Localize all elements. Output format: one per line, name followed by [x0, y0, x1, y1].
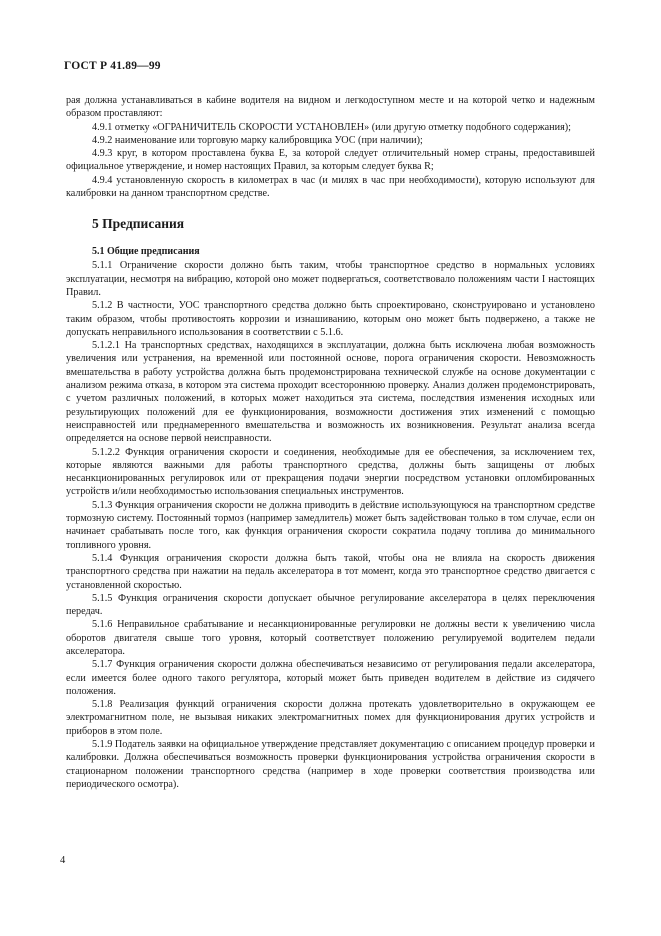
paragraph: 5.1.8 Реализация функций ограничения скорости должна протекать удовлетворительно в окружающем ее электромагнитном поле, не вызывая никаких электромагнитных помех для функционирования других устройств и приборов в этом поле. — [66, 699, 595, 737]
top-paragraphs — [66, 94, 595, 200]
paragraph: 5.1.4 Функция ограничения скорости должна быть такой, чтобы она не влияла на скорость движения транспортного средства при нажатии на педаль акселератора в тот момент, когда это транспортное средство двигается с установленной скоростью. — [66, 552, 595, 591]
section-title: 5 Предписания — [92, 216, 185, 232]
paragraph: 5.1.1 Ограничение скорости должно быть таким, чтобы транспортное средство в нормальных условиях эксплуатации, несмотря на вибрацию, которой оно может подвергаться, соответствовало положениям части I настоящих Правил. — [66, 260, 595, 298]
document-code: ГОСТ Р 41.89—99 — [64, 60, 161, 72]
paragraph: 5.1.9 Податель заявки на официальное утверждение представляет документацию с описанием процедур проверки и калибровки. Должна обеспечиваться возможность проверки функционирования устройства ограничения скорости в стационарном положении транспортного средства (например в ходе проверки соответствия производства или периодического осмотра). — [66, 739, 595, 790]
section-paragraphs — [66, 259, 595, 791]
paragraph: 5.1.2.1 На транспортных средствах, находящихся в эксплуатации, должна быть исключена любая возможность увеличения или устранения, на временной или постоянной основе, порога ограничения скорости. Невозможность вмешательства в работу устройства должна быть продемонстрирована технической службе на основе документации с анализом режима отказа, в котором эта система проходит всестороннюю проверку. Анализ должен продемонстрировать, с учетом различных положений, в которых может находиться эта система, последствия изменения исходных или результирующих положений для ее функционирования, возможности достижения этих изменений с помощью неисправностей или преднамеренного вмешательства и возможность их возникновения. Результат анализа всегда определяется на основе первой неисправности. — [66, 340, 595, 445]
paragraph: 5.1.3 Функция ограничения скорости не должна приводить в действие использующуюся на транспортном средстве тормозную систему. Постоянный тормоз (например замедлитель) может быть задействован только в том случае, если он начинает срабатывать после того, как функция ограничения скорости сократила подачу топлива до минимального топливного уровня. — [66, 499, 595, 551]
paragraph: рая должна устанавливаться в кабине водителя на видном и легкодоступном месте и на которой четко и надежным образом проставляют: — [66, 95, 595, 120]
paragraph: 5.1.7 Функция ограничения скорости должна обеспечиваться независимо от регулирования педали акселератора, если имеется более одного такого регулятора, который может быть приведен водителем в действие из сидячего положения. — [66, 659, 595, 697]
paragraph: 5.1.2 В частности, УОС транспортного средства должно быть спроектировано, сконструировано и установлено таким образом, чтобы противостоять коррозии и изнашиванию, которым оно может быть подвержено, а также не допускать неправильного использования в соответствии с 5.1.6. — [66, 300, 595, 338]
paragraph: 5.1.6 Неправильное срабатывание и несанкционированные регулировки не должны вести к увеличению числа оборотов двигателя свыше того уровня, который соответствует положению регулируемой водителем педали акселератора. — [66, 619, 595, 657]
subsection-title: 5.1 Общие предписания — [92, 246, 200, 258]
paragraph: 5.1.5 Функция ограничения скорости допускает обычное регулирование акселератора в целях переключения передач. — [66, 592, 595, 618]
page-number: 4 — [60, 855, 66, 866]
paragraph: 4.9.1 отметку «ОГРАНИЧИТЕЛЬ СКОРОСТИ УСТАНОВЛЕН» (или другую отметку подобного содержания); — [92, 121, 571, 133]
paragraph: 4.9.2 наименование или торговую марку калибровщика УОС (при наличии); — [92, 134, 423, 146]
paragraph: 4.9.4 установленную скорость в километрах в час (и милях в час при необходимости), которую используют для калибровки на данном транспортном средстве. — [66, 174, 595, 200]
paragraph: 5.1.2.2 Функция ограничения скорости и соединения, необходимые для ее обеспечения, за исключением тех, которые являются важными для работы транспортного средства, должны быть защищены от любых несанкционированных регулировок или от прекращения подачи энергии посредством установки опломбированных устройств и/или необходимостью использования специальных инструментов. — [66, 446, 595, 498]
paragraph: 4.9.3 круг, в котором проставлена буква Е, за которой следует отличительный номер страны, предоставившей официальное утверждение, и номер настоящих Правил, за которым следует буква R; — [66, 148, 595, 173]
